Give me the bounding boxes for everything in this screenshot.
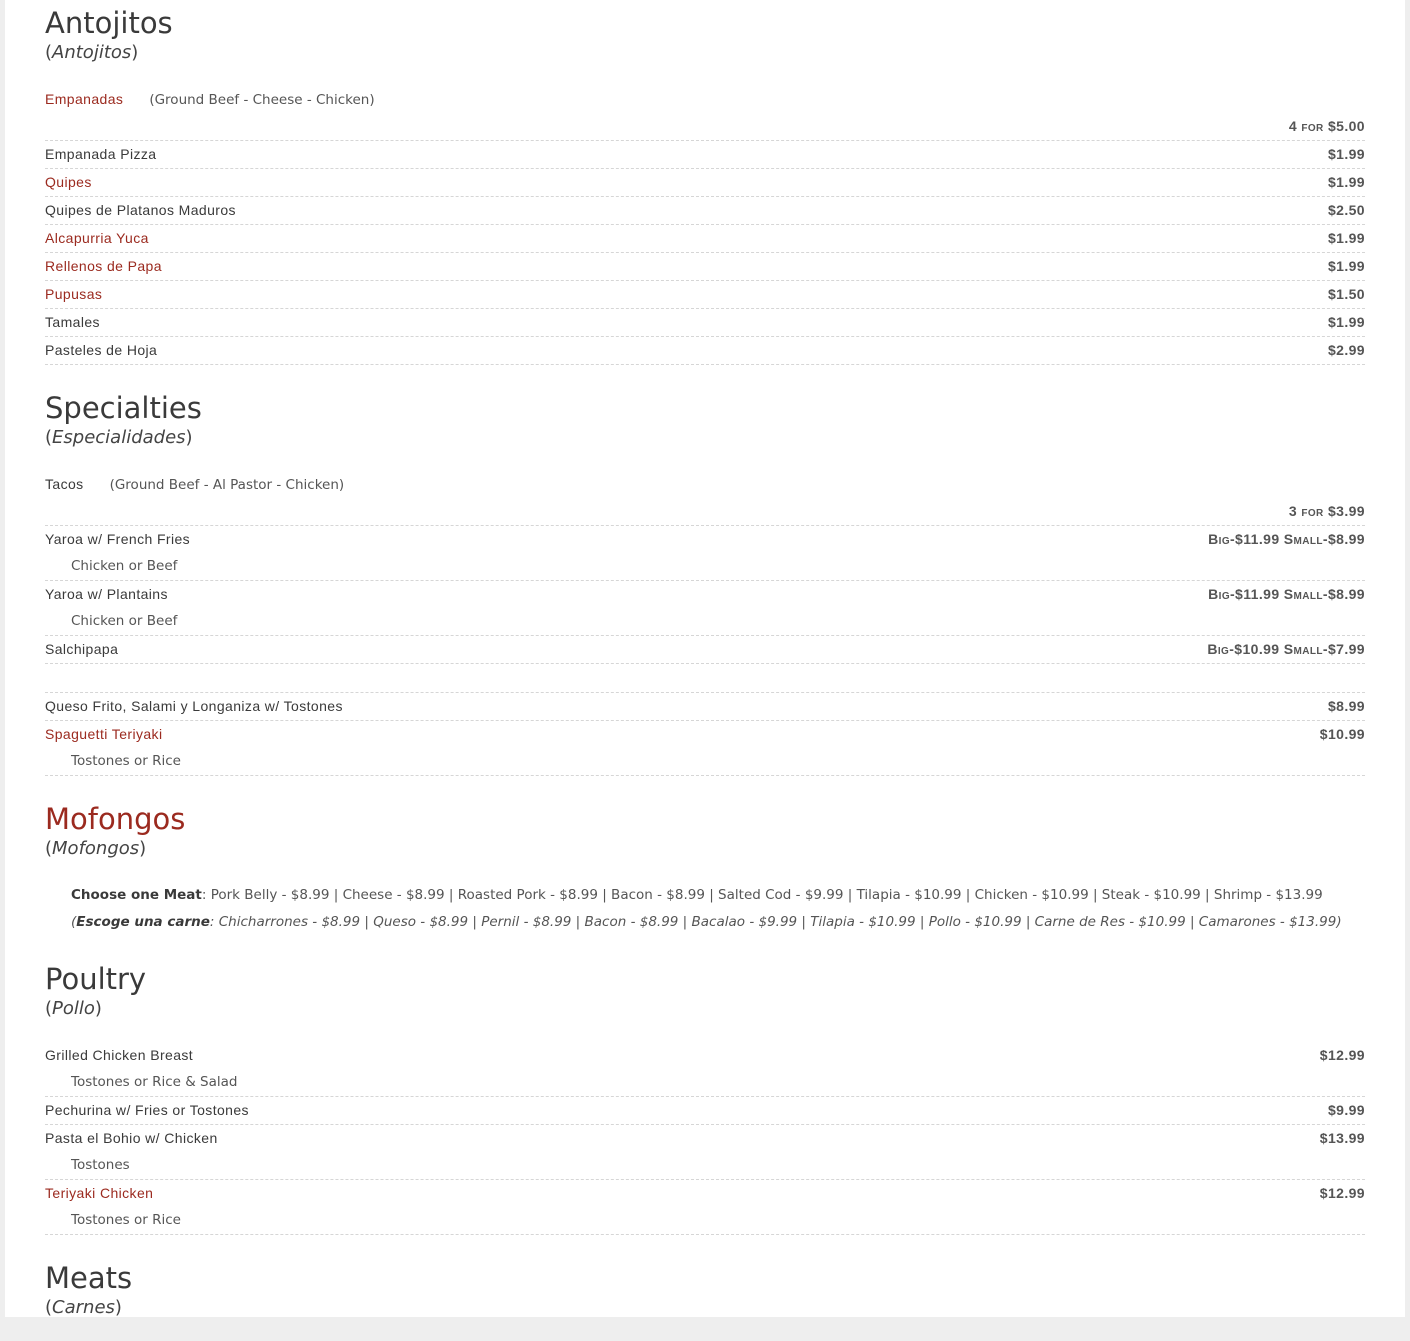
menu-item [45,337,1365,365]
item-price: 3 for $3.99 [1288,503,1365,519]
item-name: Empanadas [45,91,124,107]
section-antojitos [45,0,1365,365]
item-name: Yaroa w/ French Fries [45,531,191,547]
menu-item[interactable] [45,721,1365,748]
item-description: Tostones or Rice [45,748,1365,776]
item-name: Salchipapa [45,641,119,657]
section-poultry [45,956,1365,1235]
item-price: $13.99 [1319,1130,1365,1146]
row-spacer [45,664,1365,693]
menu-item[interactable] [45,1180,1365,1207]
item-description: Chicken or Beef [45,553,1365,581]
item-name: Queso Frito, Salami y Longaniza w/ Tostones [45,698,343,714]
item-price: Big-$11.99 Small-$8.99 [1208,586,1365,602]
item-price: $8.99 [1327,698,1365,714]
item-price: $1.99 [1327,146,1365,162]
menu-item [45,581,1365,608]
item-name: Pechurina w/ Fries or Tostones [45,1102,249,1118]
section-title[interactable]: Mofongos [45,802,186,836]
price-row [45,113,1365,141]
item-description: Tostones or Rice [45,1207,1365,1235]
item-name: Alcapurria Yuca [45,230,149,246]
item-name: Quipes [45,174,92,190]
item-description: Tostones or Rice & Salad [45,1069,1365,1097]
item-price: $12.99 [1319,1185,1365,1201]
menu-item [45,141,1365,169]
section-mofongos [45,796,1365,936]
item-description: (Ground Beef - Al Pastor - Chicken) [109,477,345,493]
item-price: $10.99 [1319,726,1365,742]
item-name: Pasta el Bohio w/ Chicken [45,1130,218,1146]
section-subtitle: (Carnes) [45,1297,122,1318]
item-name: Rellenos de Papa [45,258,162,274]
item-price: Big-$10.99 Small-$7.99 [1207,641,1365,657]
item-name: Tamales [45,314,100,330]
item-name: Teriyaki Chicken [45,1185,154,1201]
item-price: $2.50 [1327,202,1365,218]
item-name: Tacos [45,476,84,492]
menu-item [45,526,1365,553]
menu-item [45,1097,1365,1125]
mofongo-options-es: (Escoge una carne: Chicharrones - $8.99 | Queso - $8.99 | Pernil - $8.99 | Bacon - $8.99 | Bacalao - $9.99 | Tilapia - $10.99 | Pollo - $10.99 | Carne de Res - $10.99 | Camarones - $13.99) [71,914,1342,930]
section-subtitle: (Antojitos) [45,42,139,63]
section-meats [45,1255,1365,1321]
menu-item[interactable] [45,169,1365,197]
section-subtitle: (Especialidades) [45,427,193,448]
item-name: Grilled Chicken Breast [45,1047,194,1063]
section-gap [45,1235,1365,1255]
section-gap [45,936,1365,956]
item-name: Pasteles de Hoja [45,342,158,358]
item-price: $1.99 [1327,314,1365,330]
menu-item [45,693,1365,721]
section-title: Meats [45,1261,133,1295]
section-title: Antojitos [45,6,173,40]
price-row [45,498,1365,526]
section-subtitle: (Pollo) [45,998,102,1019]
item-description: Tostones [45,1152,1365,1180]
item-name: Spaguetti Teriyaki [45,726,163,742]
menu-item[interactable] [45,253,1365,281]
mofongo-options-en: Choose one Meat: Pork Belly - $8.99 | Cheese - $8.99 | Roasted Pork - $8.99 | Bacon - $8.99 | Salted Cod - $9.99 | Tilapia - $10.99 | Chicken - $10.99 | Steak - $10.99 | Shrimp - $13.99 [71,887,1323,903]
section-subtitle: (Mofongos) [45,838,147,859]
item-description: (Ground Beef - Cheese - Chicken) [149,92,375,108]
item-price: $12.99 [1319,1047,1365,1063]
item-price: $2.99 [1327,342,1365,358]
menu-item [45,1125,1365,1152]
item-name: Pupusas [45,286,103,302]
section-specialties [45,385,1365,776]
menu-item-tacos [45,471,1365,498]
item-price: Big-$11.99 Small-$8.99 [1208,531,1365,547]
section-gap [45,776,1365,796]
item-price: $1.50 [1327,286,1365,302]
menu-item [45,309,1365,337]
item-price: $1.99 [1327,174,1365,190]
item-price: $1.99 [1327,230,1365,246]
menu-item[interactable] [45,225,1365,253]
section-title: Poultry [45,962,147,996]
menu-item [45,197,1365,225]
item-name: Quipes de Platanos Maduros [45,202,236,218]
item-price: 4 for $5.00 [1288,118,1365,134]
item-name: Empanada Pizza [45,146,157,162]
menu-page [5,0,1405,1317]
menu-item[interactable] [45,281,1365,309]
item-name: Yaroa w/ Plantains [45,586,168,602]
section-title: Specialties [45,391,202,425]
menu-content [45,0,1365,1341]
menu-item [45,636,1365,664]
menu-item-empanadas[interactable] [45,86,1365,113]
item-price: $1.99 [1327,258,1365,274]
section-gap [45,365,1365,385]
item-price: $9.99 [1327,1102,1365,1118]
menu-item [45,1042,1365,1069]
item-description: Chicken or Beef [45,608,1365,636]
